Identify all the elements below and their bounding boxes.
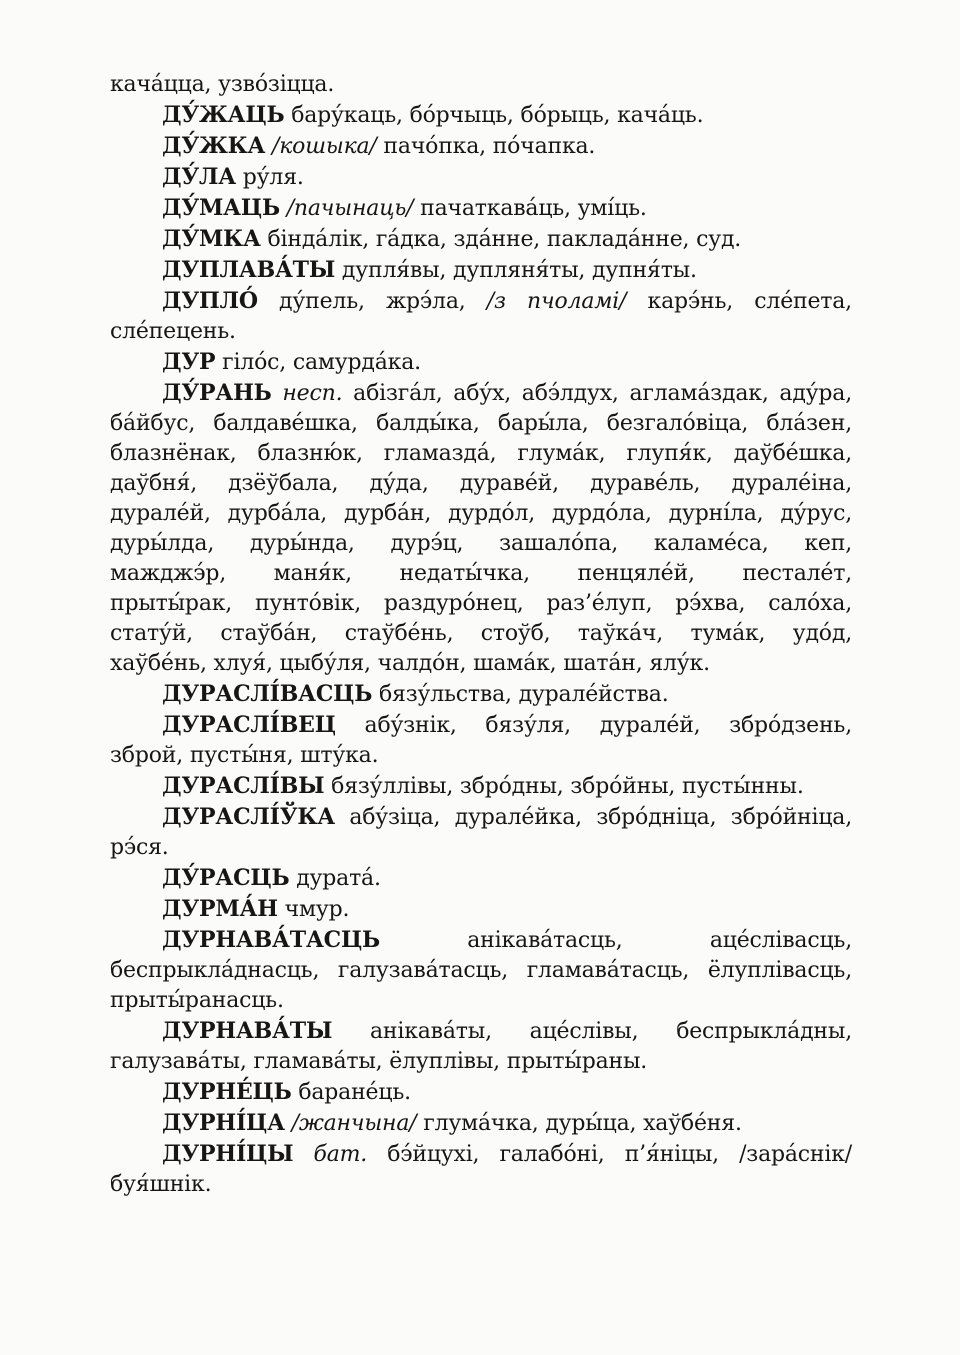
- entry-text: рэ́ся.: [110, 835, 169, 860]
- entry-text: [280, 196, 287, 221]
- headword: ДУРНІ́ЦА: [162, 1110, 285, 1136]
- headword: ДУРАСЛІ́ВЕЦ: [162, 712, 336, 738]
- text-line: [110, 986, 852, 1016]
- qualifier: /з пчоламі/: [486, 289, 627, 314]
- qualifier: /кошыка/: [272, 134, 377, 159]
- text-line: [110, 649, 852, 679]
- dictionary-entry: [110, 863, 852, 894]
- entry-text: пачо́пка, по́чапка.: [376, 134, 596, 159]
- text-line: [110, 559, 852, 589]
- entry-text: беспрыкла́днасць, галузава́тасць, гламава́тасць, ёлуплівасць,: [110, 958, 852, 983]
- text-line: [110, 100, 852, 131]
- text-line: [110, 710, 852, 741]
- entry-text: зброй, пусты́ня, шту́ка.: [110, 743, 379, 768]
- headword: ДУ́РАНЬ: [162, 380, 272, 406]
- text-line: [110, 439, 852, 469]
- entry-text: абу́знік, бязу́ля, дурале́й, збро́дзень,: [335, 713, 852, 738]
- entry-text: галузава́ты, гламава́ты, ёлуплівы, прыты́раны.: [110, 1049, 648, 1074]
- text-line: [110, 802, 852, 833]
- entry-text: абізга́л, абу́х, абэ́лдух, аглама́здак, аду́ра,: [342, 381, 853, 406]
- text-line: [110, 224, 852, 255]
- dictionary-entry: [110, 1077, 852, 1108]
- dictionary-entry: [110, 255, 852, 286]
- text-line: [110, 1077, 852, 1108]
- text-line: [110, 771, 852, 802]
- headword: ДУРНІ́ЦЫ: [162, 1141, 294, 1167]
- entry-text: карэ́нь, сле́пета,: [626, 289, 852, 314]
- text-line: [110, 1047, 852, 1077]
- text-line: [110, 589, 852, 619]
- text-line: [110, 1108, 852, 1139]
- qualifier: /жанчына/: [291, 1111, 417, 1136]
- entry-text: дурале́й, дурба́ла, дурба́н, дурдо́л, дурдо́ла, дурні́ла, ду́рус,: [110, 501, 852, 526]
- headword: ДУРАСЛІ́ВЫ: [162, 773, 325, 799]
- text-line: [110, 863, 852, 894]
- text-line: [110, 679, 852, 710]
- entry-text: глума́чка, дуры́ца, хаўбе́ня.: [416, 1111, 742, 1136]
- headword: ДУ́ЛА: [162, 164, 236, 190]
- dictionary-entry: [110, 894, 852, 925]
- text-line: [110, 286, 852, 317]
- text-line: [110, 409, 852, 439]
- dictionary-entry: [110, 347, 852, 378]
- text-line: [110, 956, 852, 986]
- entry-text: бінда́лік, га́дка, зда́нне, паклада́нне, суд.: [260, 227, 742, 252]
- entry-text: анікава́ты, аце́слівы, беспрыкла́дны,: [332, 1019, 852, 1044]
- headword: ДУРНЕ́ЦЬ: [162, 1079, 292, 1105]
- entry-text: стату́й, стаўба́н, стаўбе́нь, стоўб, таўка́ч, тума́к, удо́д,: [110, 621, 852, 646]
- entry-text: [272, 381, 283, 406]
- text-line: [110, 741, 852, 771]
- qualifier: /пачынаць/: [286, 196, 414, 221]
- entry-text: дупля́вы, дупляня́ты, дупня́ты.: [335, 258, 697, 283]
- dictionary-entry: [110, 802, 852, 863]
- entry-text: пачаткава́ць, умі́ць.: [413, 196, 647, 221]
- dictionary-entry: [110, 1139, 852, 1200]
- entry-text: ба́йбус, балдаве́шка, балды́ка, бары́ла, безгало́віца, бла́зен,: [110, 411, 852, 436]
- entry-text: кача́цца, узво́зіцца.: [110, 72, 335, 97]
- headword: ДУ́РАСЦЬ: [162, 865, 290, 891]
- dictionary-entry: [110, 378, 852, 679]
- text-line: [110, 1016, 852, 1047]
- dictionary-entry: [110, 193, 852, 224]
- entry-text: ру́ля.: [236, 165, 304, 190]
- entry-text: дурата́.: [289, 866, 381, 891]
- dictionary-entry: [110, 679, 852, 710]
- entry-text: бару́каць, бо́рчыць, бо́рыць, кача́ць.: [284, 103, 704, 128]
- text-line: [110, 925, 852, 956]
- qualifier: бат.: [313, 1142, 368, 1167]
- entry-text: прыты́ранасць.: [110, 988, 284, 1013]
- text-block: [110, 70, 852, 1200]
- headword: ДУ́ЖКА: [162, 133, 266, 159]
- headword: ДУРАСЛІ́ВАСЦЬ: [162, 681, 373, 707]
- headword: ДУРНАВА́ТАСЦЬ: [162, 927, 380, 953]
- dictionary-entry: [110, 1016, 852, 1077]
- entry-text: прыты́рак, пунто́вік, раздуро́нец, раз’е́луп, рэ́хва, сало́ха,: [110, 591, 852, 616]
- text-line: [110, 347, 852, 378]
- entry-text: бязу́ллівы, збро́дны, збро́йны, пусты́нны.: [324, 774, 804, 799]
- entry-text: хаўбе́нь, хлуя́, цыбу́ля, чалдо́н, шама́к, шата́н, ялу́к.: [110, 651, 710, 676]
- entry-text: гіло́с, самурда́ка.: [215, 350, 421, 375]
- text-line: [110, 1170, 852, 1200]
- entry-text: [285, 1111, 292, 1136]
- headword: ДУПЛАВА́ТЫ: [162, 257, 336, 283]
- text-line: [110, 317, 852, 347]
- headword: ДУПЛО́: [162, 288, 258, 314]
- entry-text: буя́шнік.: [110, 1172, 212, 1197]
- text-line: [110, 529, 852, 559]
- dictionary-entry: [110, 710, 852, 771]
- text-line: [110, 833, 852, 863]
- text-line: [110, 70, 852, 100]
- dictionary-entry: [110, 771, 852, 802]
- entry-text: чмур.: [277, 897, 350, 922]
- entry-text: даўбня́, дзёўбала, ду́да, дураве́й, дураве́ль, дурале́іна,: [110, 471, 852, 496]
- qualifier: несп.: [282, 381, 343, 406]
- text-line: [110, 469, 852, 499]
- text-line: [110, 162, 852, 193]
- text-line: [110, 894, 852, 925]
- headword: ДУ́МКА: [162, 226, 261, 252]
- entry-text: блазнёнак, блазню́к, гламазда́, глума́к, глупя́к, даўбе́шка,: [110, 441, 852, 466]
- entry-text: дуры́лда, дуры́нда, дурэ́ц, зашало́па, каламе́са, кеп,: [110, 531, 852, 556]
- entry-text: сле́пецень.: [110, 319, 236, 344]
- text-line: [110, 1139, 852, 1170]
- entry-text: [265, 134, 272, 159]
- text-line: [110, 499, 852, 529]
- text-line: [110, 131, 852, 162]
- headword: ДУРАСЛІ́ЎКА: [162, 804, 335, 830]
- dictionary-entry: [110, 1108, 852, 1139]
- entry-text: бязу́льства, дурале́йства.: [372, 682, 669, 707]
- dictionary-entry: [110, 100, 852, 131]
- headword: ДУРМА́Н: [162, 896, 278, 922]
- headword: ДУ́ЖАЦЬ: [162, 102, 285, 128]
- headword: ДУ́МАЦЬ: [162, 195, 280, 221]
- dictionary-entry: [110, 131, 852, 162]
- text-line: [110, 193, 852, 224]
- dictionary-entry: [110, 286, 852, 347]
- text-line: [110, 619, 852, 649]
- entry-text: баране́ць.: [291, 1080, 411, 1105]
- entry-text: бэ́йцухі, галабо́ні, п’я́ніцы, /зара́снік/: [367, 1142, 852, 1167]
- text-line: [110, 255, 852, 286]
- entry-text: абу́зіца, дурале́йка, збро́дніца, збро́йніца,: [334, 805, 852, 830]
- dictionary-entry: [110, 925, 852, 1016]
- headword: ДУР: [162, 349, 216, 375]
- dictionary-entry: [110, 162, 852, 193]
- headword: ДУРНАВА́ТЫ: [162, 1018, 333, 1044]
- entry-text: анікава́тасць, аце́слівасць,: [380, 928, 852, 953]
- text-line: [110, 378, 852, 409]
- entry-text: ду́пель, жрэ́ла,: [257, 289, 487, 314]
- dictionary-entry: [110, 70, 852, 100]
- dictionary-entry: [110, 224, 852, 255]
- entry-text: мажджэ́р, маня́к, недаты́чка, пенцяле́й, пестале́т,: [110, 561, 852, 586]
- entry-text: [293, 1142, 313, 1167]
